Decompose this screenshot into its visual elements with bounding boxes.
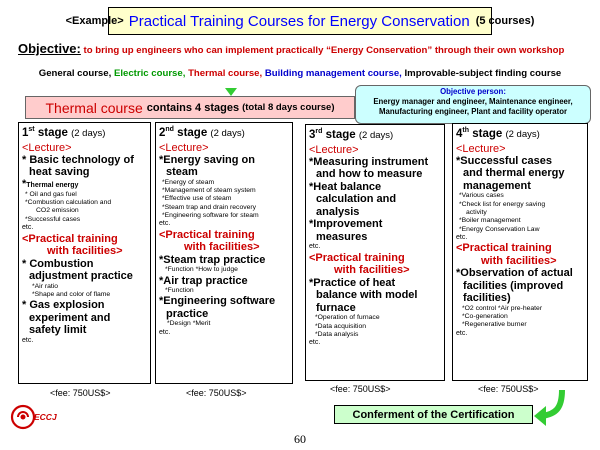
title-tag: <Example>	[65, 15, 124, 27]
list-item: *Shape and color of flame	[32, 290, 111, 298]
stage-2-practice-3: *Engineering software practice	[159, 295, 276, 320]
page-number: 60	[294, 432, 306, 446]
arrow-down-icon	[225, 88, 237, 96]
stage-1-etc-2: etc.	[22, 336, 34, 344]
title-box	[65, 7, 535, 35]
stage-2-etc-2: etc.	[159, 328, 171, 336]
stage-4-fee: <fee: 750US$>	[478, 384, 539, 394]
stage-3-etc: etc.	[309, 243, 321, 251]
stage-3-item-c: *Improvement measures	[309, 218, 383, 243]
objective-person-line1: Energy manager and engineer, Maintenance engineer,	[373, 97, 573, 106]
list-item: *Function *How to judge	[165, 266, 238, 274]
ccj-logo-icon	[10, 404, 36, 430]
stage-2-practice-1: *Steam trap practice	[159, 253, 266, 266]
stage-1-fee: <fee: 750US$>	[50, 388, 111, 398]
courses-list	[0, 68, 600, 79]
list-item: *Boiler management	[459, 217, 521, 225]
list-item: *Function	[165, 287, 194, 295]
certification-box: Conferment of the Certification	[334, 405, 533, 424]
list-item: *Successful cases	[25, 215, 81, 223]
stage-3-item-a: *Measuring instrument and how to measure	[309, 155, 429, 181]
thermal-course-title: Thermal course	[45, 99, 143, 116]
eccj-logo	[6, 400, 76, 430]
list-item: *Steam trap and drain recovery	[162, 203, 257, 211]
stage-3-heading: 3rd stage (2 days)	[309, 128, 394, 141]
stage-2-lecture-title: *Energy saving on steam	[159, 153, 255, 179]
course-building: Building management course,	[264, 68, 405, 79]
objective-person-title: Objective person:	[440, 87, 506, 96]
stage-1-heading: 1st stage (2 days)	[22, 126, 106, 139]
stage-1-practice-1: * Combustion adjustment practice	[22, 257, 133, 283]
stage-4-heading: 4th stage (2 days)	[456, 127, 540, 140]
course-thermal: Thermal course,	[188, 68, 265, 79]
stage-1-practice-2: * Gas explosion experiment and safety limit	[22, 299, 111, 337]
stage-1-lecture-label: <Lecture>	[22, 141, 72, 154]
stage-3-fee: <fee: 750US$>	[330, 384, 391, 394]
list-item: *Regenerative burner	[462, 321, 527, 329]
objective-person-line2: Manufacturing engineer, Plant and facility operator	[378, 107, 568, 116]
stage-2-fee: <fee: 750US$>	[186, 388, 247, 398]
course-general: General course,	[38, 68, 114, 79]
stage-2-box	[155, 122, 293, 384]
stage-2-etc: etc.	[159, 220, 171, 228]
stage-2-heading: 2nd stage (2 days)	[159, 126, 245, 139]
list-item: *Energy of steam	[162, 178, 215, 186]
stage-2-practical-label: <Practical training with facilities>	[159, 228, 260, 254]
stage-4-lecture-label: <Lecture>	[456, 142, 506, 155]
title-main: Practical Training Courses for Energy Conservation	[128, 12, 470, 30]
title-count: (5 courses)	[475, 15, 535, 27]
list-item: *Energy Conservation Law	[459, 225, 540, 233]
stage-3-practice: *Practice of heat balance with model furnace	[309, 276, 418, 314]
curved-arrow-icon	[532, 388, 572, 428]
stage-4-practice: *Observation of actual facilities (improved facilities)	[456, 267, 573, 305]
stage-4-etc: etc.	[456, 233, 468, 241]
course-electric: Electric course,	[113, 68, 189, 79]
stage-4-practical-label: <Practical training with facilities>	[456, 242, 557, 267]
objective-text: to bring up engineers who can implement practically “Energy Conservation” through their own workshop	[80, 45, 565, 56]
list-item: *Effective use of steam	[162, 195, 232, 203]
objective-person-box	[355, 85, 591, 124]
thermal-course-box	[25, 96, 355, 119]
stage-1-practical-label: <Practical training with facilities>	[22, 232, 123, 258]
stage-1-etc: etc.	[22, 224, 34, 232]
stage-1-box	[18, 122, 151, 384]
list-item: *Combustion calculation and	[25, 199, 112, 207]
objective-line	[18, 41, 598, 56]
list-item: *Air ratio	[32, 282, 59, 290]
stage-1-lecture-title: * Basic technology of heat saving	[22, 153, 134, 179]
list-item: *Operation of furnace	[315, 314, 380, 322]
stage-4-box	[452, 123, 588, 381]
stage-3-etc-2: etc.	[309, 339, 321, 347]
stage-4-item-a: *Successful cases and thermal energy management	[456, 154, 565, 192]
list-item: *Management of steam system	[162, 187, 256, 195]
list-item: *Check list for energy saving	[459, 200, 546, 208]
list-item: *Design *Merit	[167, 320, 211, 328]
stage-3-item-b: *Heat balance calculation and analysis	[309, 180, 397, 218]
stage-4-etc-2: etc.	[456, 329, 468, 337]
list-item: *Various cases	[459, 192, 504, 200]
list-item: *Data acquisition	[315, 322, 367, 330]
stage-3-box	[305, 124, 445, 381]
list-item: *Data analysis	[315, 330, 359, 338]
thermal-course-stages: contains 4 stages	[146, 101, 240, 114]
stage-2-lecture-label: <Lecture>	[159, 141, 209, 154]
objective-label: Objective:	[18, 41, 81, 56]
list-item: CO2 emission	[36, 207, 79, 215]
course-improvable: Improvable-subject finding course	[404, 68, 562, 79]
list-item: *Co-generation	[462, 313, 508, 321]
list-item: *Engineering software for steam	[162, 212, 259, 220]
list-item: *O2 control *Air pre-heater	[462, 304, 543, 312]
stage-3-practical-label: <Practical training with facilities>	[309, 251, 410, 277]
thermal-course-total: (total 8 days course)	[242, 102, 335, 113]
stage-3-lecture-label: <Lecture>	[309, 143, 359, 156]
stage-2-practice-2: *Air trap practice	[159, 274, 248, 287]
list-item: * Oil and gas fuel	[25, 190, 77, 198]
stage-1-sub-head: *Thermal energy	[22, 177, 79, 190]
logo-text: ECCJ	[34, 412, 57, 422]
list-item: activity	[466, 208, 487, 216]
